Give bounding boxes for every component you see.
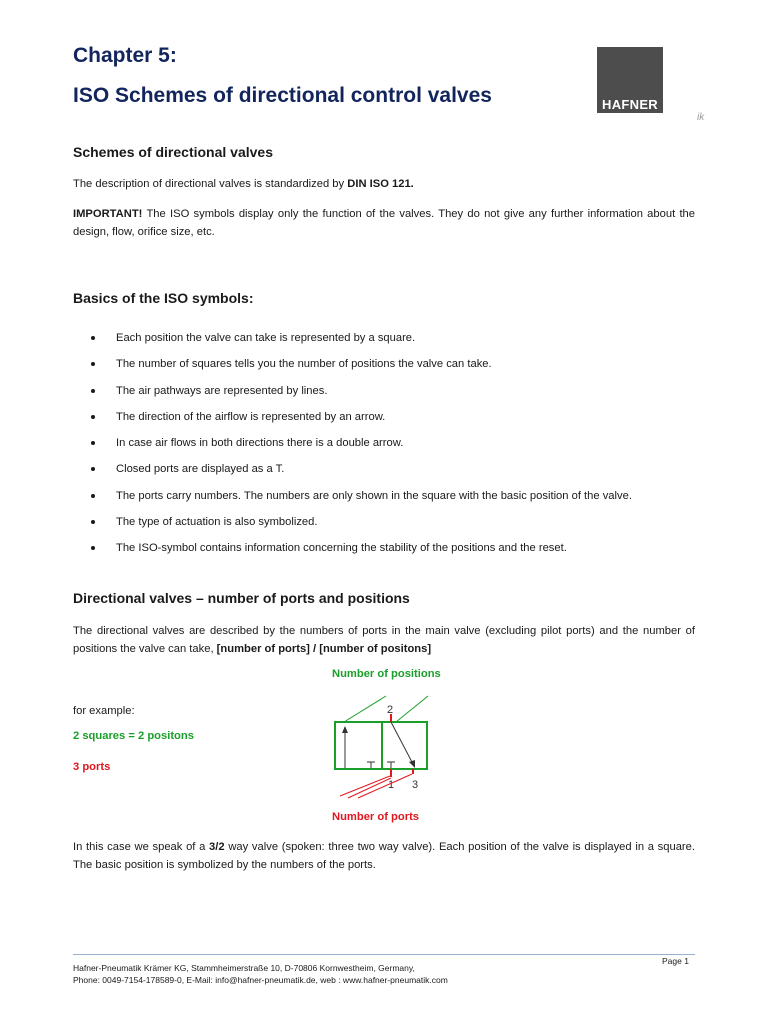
example-text-end: way valve (spoken: three two way valve). Each position of the valve is displayed in a square. The basic position is symbolized by the numbers of the ports.: [73, 841, 695, 871]
list-item: The ports carry numbers. The numbers are only shown in the square with the basic position of the valve.: [91, 488, 632, 514]
intro-standard: DIN ISO 121.: [347, 178, 414, 190]
ports-pointer-line: [340, 776, 390, 796]
footer-contact: Phone: 0049-7154-178589-0, E-Mail: info@hafner-pneumatik.de, web : www.hafner-pneumatik.com: [73, 975, 448, 985]
ports-positions-text: The directional valves are described by the numbers of ports in the main valve (excluding pilot ports) and the number of positions the valve can take,: [73, 625, 695, 655]
important-text: The ISO symbols display only the function of the valves. They do not give any further information about the design, flow, orifice size, etc.: [73, 208, 695, 238]
flow-arrowhead: [409, 760, 415, 768]
flow-line: [391, 722, 413, 764]
logo-subtext: ik: [697, 112, 705, 123]
important-paragraph: [73, 205, 695, 241]
ports-positions-paragraph: [73, 622, 695, 658]
important-label: IMPORTANT!: [73, 208, 143, 220]
squares-label: 2 squares = 2 positons: [73, 730, 194, 742]
number-of-positions-label: Number of positions: [332, 668, 441, 680]
list-item: The air pathways are represented by lines.: [91, 383, 632, 409]
ports-pointer-line: [348, 778, 391, 798]
port-number: 1: [388, 779, 395, 791]
basics-list: [91, 330, 632, 567]
list-item: The direction of the airflow is represented by an arrow.: [91, 409, 632, 435]
number-of-ports-label: Number of ports: [332, 811, 420, 823]
ports-label: 3 ports: [73, 761, 111, 773]
section-heading-ports-positions: Directional valves – number of ports and positions: [73, 590, 410, 606]
list-item: In case air flows in both directions there is a double arrow.: [91, 435, 632, 461]
intro-paragraph: [73, 175, 414, 193]
section-heading-schemes: Schemes of directional valves: [73, 144, 273, 160]
port-number: 3: [412, 779, 419, 791]
example-text-start: In this case we speak of a: [73, 841, 210, 853]
port-number: 2: [387, 704, 394, 716]
for-example-label: for example:: [73, 705, 135, 717]
list-item: The type of actuation is also symbolized.: [91, 514, 632, 540]
chapter-label: Chapter 5:: [73, 44, 177, 67]
ports-positions-formula: [number of ports] / [number of positons]: [216, 643, 432, 655]
page-number: Page 1: [662, 956, 689, 966]
positions-pointer-line: [396, 696, 428, 722]
hafner-logo: [597, 47, 663, 113]
footer-address: Hafner-Pneumatik Krämer KG, Stammheimerstraße 10, D-70806 Kornwestheim, Germany,: [73, 963, 415, 973]
example-paragraph: [73, 838, 695, 874]
list-item: Each position the valve can take is represented by a square.: [91, 330, 632, 356]
list-item: Closed ports are displayed as a T.: [91, 461, 632, 487]
page-title: ISO Schemes of directional control valves: [73, 84, 492, 107]
flow-arrowhead: [342, 726, 348, 733]
intro-text: The description of directional valves is standardized by: [73, 178, 348, 190]
footer: [73, 962, 448, 986]
section-heading-basics: Basics of the ISO symbols:: [73, 290, 254, 306]
list-item: The number of squares tells you the number of positions the valve can take.: [91, 356, 632, 382]
list-item: The ISO-symbol contains information concerning the stability of the positions and the reset.: [91, 540, 632, 566]
footer-divider: [73, 954, 695, 955]
valve-symbol-diagram: [320, 688, 450, 800]
valve-designation: 3/2: [209, 841, 225, 853]
positions-pointer-line: [344, 696, 386, 722]
logo-text: HAFNER: [602, 97, 658, 112]
